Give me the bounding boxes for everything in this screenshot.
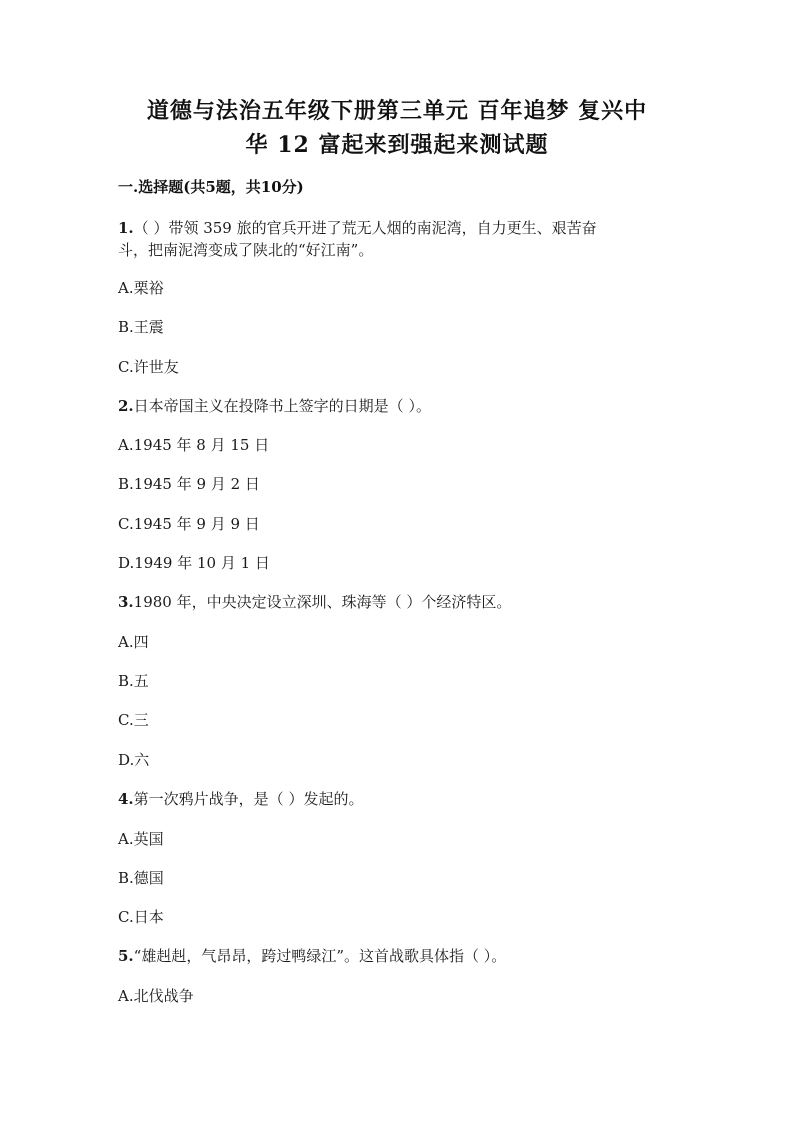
question-1-stem-continued: 斗，把南泥湾变成了陕北的“好江南”。 [118,241,374,259]
page-title-line-2: 华 12 富起来到强起来测试题 [245,132,549,158]
question-2-option-d: D.1949 年 10 月 1 日 [118,554,270,572]
question-2-stem [118,395,431,417]
question-text: 1980 年，中央决定设立深圳、珠海等（ ）个经济特区。 [133,593,512,611]
question-text: （ ）带领 359 旅的官兵开进了荒无人烟的南泥湾，自力更生、艰苦奋 [133,219,597,237]
question-number: 1. [118,219,134,237]
question-3-stem [118,591,511,613]
question-1-stem [118,217,597,239]
question-4-option-a: A.英国 [118,830,164,848]
question-number: 4. [118,790,134,808]
question-text: 第一次鸦片战争，是（ ）发起的。 [133,790,364,808]
question-text: 日本帝国主义在投降书上签字的日期是（ ）。 [133,397,431,415]
question-5-stem [118,945,506,967]
question-1-option-a: A.栗裕 [118,279,164,297]
question-4-stem [118,788,363,810]
question-5-option-a: A.北伐战争 [118,987,194,1005]
question-2-option-a: A.1945 年 8 月 15 日 [118,436,270,454]
page-title-line-1: 道德与法治五年级下册第三单元 百年追梦 复兴中 [146,98,648,124]
question-4-option-b: B.德国 [118,869,164,887]
question-number: 2. [118,397,134,415]
question-3-option-d: D.六 [118,751,150,769]
question-2-option-b: B.1945 年 9 月 2 日 [118,475,260,493]
question-1-option-c: C.许世友 [118,358,179,376]
question-3-option-a: A.四 [118,633,149,651]
question-2-option-c: C.1945 年 9 月 9 日 [118,515,260,533]
question-3-option-c: C.三 [118,711,149,729]
question-number: 3. [118,593,134,611]
question-text: “雄赳赳，气昂昂，跨过鸭绿江”。这首战歌具体指（ ）。 [133,947,507,965]
question-1-option-b: B.王震 [118,318,164,336]
question-3-option-b: B.五 [118,672,149,690]
section-heading: 一.选择题(共5题，共10分) [118,178,304,196]
question-4-option-c: C.日本 [118,908,164,926]
question-number: 5. [118,947,134,965]
